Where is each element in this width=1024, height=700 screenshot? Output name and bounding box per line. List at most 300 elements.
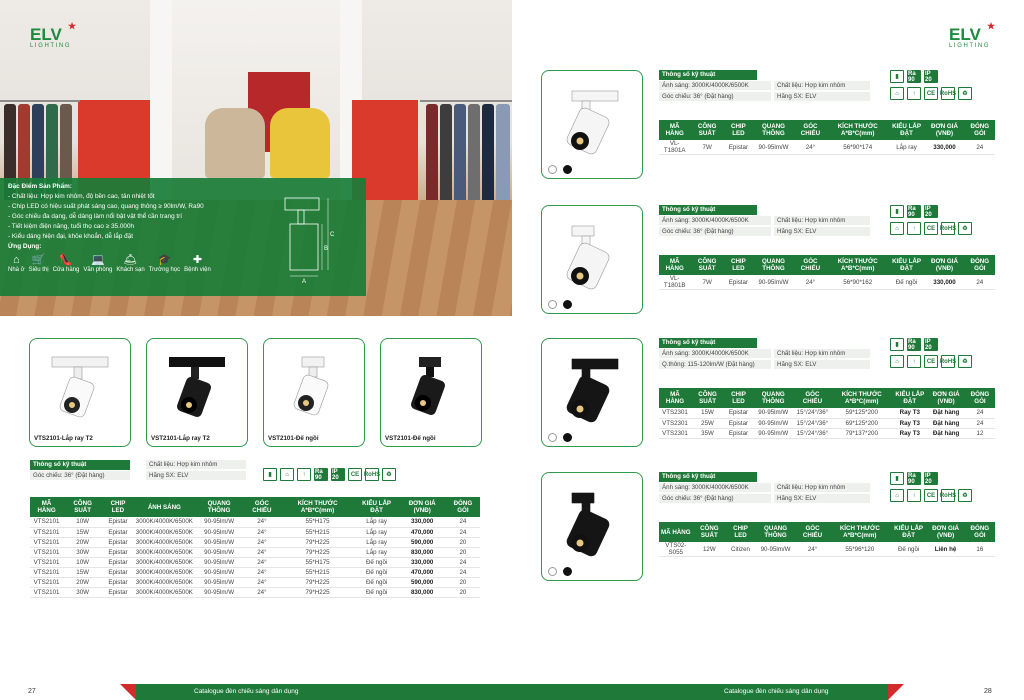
table-cell: Ray T3 [892,408,927,418]
spec-maker: Hãng SX: ELV [774,360,870,370]
footer-bar: Catalogue đèn chiếu sáng dân dụng [136,684,512,700]
dimension-diagram [280,188,360,283]
ra-badge-icon: Ra 90 [907,70,921,83]
table-row [30,577,480,587]
column-header: CÔNG SUẤT [690,120,724,140]
table-cell: Epistar [724,418,753,428]
right-spec-table [659,255,995,290]
table-cell: 3000K/4000K/6500K [135,568,193,576]
app-office: 💻 Văn phòng [83,254,113,273]
column-header: ĐÓNG GÓI [965,522,995,542]
ip-badge-icon: IP 20 [924,472,938,485]
lamp-icon: ▮ [890,472,904,485]
column-header: QUANG THÔNG [755,522,796,542]
table-cell: 55*H215 [281,567,355,577]
table-cell: 90-95lm/W [195,517,243,527]
cert-icons [263,468,396,481]
table-cell: Epistar [102,527,134,537]
ce-icon: CE [348,468,362,481]
column-header: MÃ HÀNG [30,497,63,517]
product-caption: VTS2101-Lắp ray T2 [34,435,93,442]
product-card[interactable] [146,338,248,447]
table-cell: 90-95lm/W [195,577,243,587]
right-spec-table [659,388,995,439]
table-cell: Epistar [102,557,134,567]
feature-item: - Tiết kiệm điện năng, tuổi thọ cao ≥ 35.000h [8,223,135,230]
table-cell: 830,000 [399,587,446,597]
product-card[interactable] [541,70,643,179]
table-cell: 16 [965,542,995,557]
dim-a-label: A [302,279,307,283]
table-cell: VTS2301 [659,418,691,428]
product-card[interactable] [263,338,365,447]
lamp-icon: ▮ [263,468,277,481]
column-header: CHIP LED [724,388,753,408]
spec-title: Thông số kỹ thuật [659,70,757,80]
table-cell: 590,000 [399,537,446,547]
spec-light: Ánh sáng: 3000K/4000K/6500K [659,216,771,226]
table-cell: Epistar [102,577,134,587]
footer-bar: Catalogue đèn chiếu sáng dân dụng [512,684,888,700]
table-cell: 20W [63,577,102,587]
ce-icon: CE [924,355,938,368]
table-cell: Đế ngồi [891,542,927,557]
table-cell: VL-T1801B [659,275,690,290]
column-header: CHIP LED [724,120,753,140]
table-cell: 470,000 [399,567,446,577]
arrow-up-icon: ↑ [907,87,921,100]
table-cell: 15W [63,527,102,537]
spec-light: Ánh sáng: 3000K/4000K/6500K [659,349,771,359]
table-cell: Epistar [102,517,134,527]
table-row [659,542,995,557]
table-cell: Đế ngồi [355,577,399,587]
table-cell: 24 [446,517,480,527]
product-caption: VST2101-Đế ngồi [385,435,436,442]
recycle-icon: ♻ [958,489,972,502]
product-card[interactable] [541,338,643,447]
home-icon: ⌂ [280,468,294,481]
table-row [659,408,995,418]
ip-badge-icon: IP 20 [924,338,938,351]
table-cell: 830,000 [399,547,446,557]
table-cell: 3000K/4000K/6500K [135,548,193,556]
ce-icon: CE [924,489,938,502]
table-cell: 55*H175 [281,557,355,567]
table-row [30,517,480,527]
column-header: ĐƠN GIÁ (VNĐ) [924,255,964,275]
table-cell: 90-95lm/W [195,547,243,557]
table-cell: 15W [63,567,102,577]
table-cell: 330,000 [924,140,964,155]
product-card[interactable] [541,472,643,581]
left-spec-table [30,497,480,598]
table-cell: VTS02-S055 [659,542,693,557]
table-cell: 90-95lm/W [755,542,796,557]
table-cell: VTS2101 [30,527,63,537]
table-cell: 56*90*174 [827,140,889,155]
column-header: KÍCH THƯỚC A*B*C(mm) [281,497,355,517]
table-cell: 7W [690,140,724,155]
column-header: MÃ HÀNG [659,522,693,542]
spec-angle: Góc chiếu: 36° (Đặt hàng) [30,471,130,481]
column-header: ĐÓNG GÓI [965,120,995,140]
table-cell: 15°/24°/36° [794,418,832,428]
table-row [659,140,995,155]
table-cell: 15°/24°/36° [794,428,832,438]
table-cell: Epistar [102,537,134,547]
spec-material: Chất liệu: Hợp kim nhôm [774,483,870,493]
table-cell: 330,000 [399,557,446,567]
spotlight-image [562,220,624,292]
table-cell: 90-95lm/W [753,418,794,428]
column-header: CÔNG SUẤT [691,388,724,408]
brand-logo: ELV ★ LIGHTING [30,21,77,49]
table-cell: 25W [691,418,724,428]
recycle-icon: ♻ [958,87,972,100]
white-color-swatch[interactable] [548,165,557,174]
white-color-swatch[interactable] [548,300,557,309]
table-cell: 10W [63,517,102,527]
table-cell: 90-95lm/W [195,527,243,537]
table-cell: 3000K/4000K/6500K [135,528,193,536]
spec-material: Chất liệu: Hợp kim nhôm [774,81,870,91]
column-header: QUANG THÔNG [753,255,794,275]
white-color-swatch[interactable] [548,567,557,576]
app-hospital: ✚ Bệnh viện [184,254,211,273]
black-color-swatch[interactable] [563,300,572,309]
black-color-swatch[interactable] [563,165,572,174]
column-header: CHIP LED [724,255,753,275]
table-cell: 24 [965,275,995,290]
table-cell: 330,000 [399,517,446,527]
rohs-icon: RoHS [941,355,955,368]
right-spec-table [659,522,995,557]
table-cell: VTS2101 [30,577,63,587]
column-header: KÍCH THƯỚC A*B*C(mm) [831,388,892,408]
column-header: KIỂU LẮP ĐẶT [891,522,927,542]
table-cell: 470,000 [399,527,446,537]
table-row [659,428,995,438]
spec-angle: Góc chiếu: 36° (Đặt hàng) [659,227,771,237]
home-icon: ⌂ [890,87,904,100]
table-cell: 55*H215 [281,527,355,537]
bell-icon: 🛎 [123,254,138,266]
column-header: CHIP LED [102,497,134,517]
spotlight-image [562,353,624,425]
table-cell: 24 [446,567,480,577]
column-header: ĐƠN GIÁ (VNĐ) [927,388,965,408]
page-number: 27 [28,688,36,695]
table-cell: Đế ngồi [355,557,399,567]
column-header: CÔNG SUẤT [63,497,102,517]
recycle-icon: ♻ [382,468,396,481]
spec-title: Thông số kỹ thuật [659,205,757,215]
ce-icon: CE [924,222,938,235]
ra-badge-icon: Ra 90 [907,205,921,218]
spec-maker: Hãng SX: ELV [146,471,246,481]
table-cell: 24° [243,587,280,597]
feature-item: - Chất liệu: Hợp kim nhôm, độ bền cao, tản nhiệt tốt [8,193,155,200]
spec-light: Ánh sáng: 3000K/4000K/6500K [659,483,771,493]
table-cell: 24° [794,140,827,155]
column-header: KÍCH THƯỚC A*B*C(mm) [827,255,889,275]
table-cell: 24 [446,527,480,537]
column-header: GÓC CHIẾU [794,388,832,408]
column-header: MÃ HÀNG [659,120,690,140]
product-card[interactable] [380,338,482,447]
laptop-icon: 💻 [90,254,105,266]
table-cell: 79*H225 [281,547,355,557]
table-cell: Epistar [102,547,134,557]
table-cell: 15W [691,408,724,418]
cert-icons-top [890,205,938,218]
track-light-white-image [50,349,110,419]
home-icon: ⌂ [890,222,904,235]
ip-badge-icon: IP 20 [331,468,345,481]
column-header: KIỂU LẮP ĐẶT [889,120,925,140]
lamp-icon: ▮ [890,338,904,351]
table-cell: 12 [965,428,995,438]
table-cell: 79*137*200 [831,428,892,438]
lamp-icon: ▮ [890,70,904,83]
column-header: MÃ HÀNG [659,255,690,275]
table-cell: Đặt hàng [927,408,965,418]
product-caption: VST2101-Đế ngồi [268,435,319,442]
column-header: CÔNG SUẤT [690,255,724,275]
table-cell: 24° [243,517,280,527]
column-header: QUANG THÔNG [195,497,243,517]
heel-icon: 👠 [59,254,73,266]
spec-title: Thông số kỹ thuật [659,472,757,482]
column-header: QUANG THÔNG [753,388,794,408]
ip-badge-icon: IP 20 [924,205,938,218]
table-cell: 24° [243,557,280,567]
table-cell: 90-95lm/W [195,587,243,597]
product-card[interactable] [541,205,643,314]
table-cell: 3000K/4000K/6500K [135,518,193,526]
column-header: KIỂU LẮP ĐẶT [889,255,925,275]
table-cell: VTS2101 [30,547,63,557]
table-cell: Lắp ray [889,140,925,155]
surface-light-white-image [284,349,344,419]
brand-logo: ELV ★ LIGHTING [949,21,996,49]
table-row [30,567,480,577]
column-header: MÃ HÀNG [659,388,691,408]
column-header: KÍCH THƯỚC A*B*C(mm) [829,522,891,542]
table-row [30,547,480,557]
spec-maker: Hãng SX: ELV [774,494,870,504]
column-header: QUANG THÔNG [753,120,794,140]
table-cell: 79*H225 [281,587,355,597]
column-header: GÓC CHIẾU [794,255,827,275]
product-card[interactable] [29,338,131,447]
recycle-icon: ♻ [958,355,972,368]
table-cell: 7W [690,275,724,290]
ra-badge-icon: Ra 90 [907,338,921,351]
feature-item: - Kiểu dáng hiện đại, khỏe khoắn, dễ lắp đặt [8,233,134,240]
table-cell: 20 [446,587,480,597]
column-header: ÁNH SÁNG [134,497,195,517]
table-cell: Lắp ray [355,517,399,527]
spotlight-image [562,487,624,559]
cert-icons-bottom [890,355,972,368]
column-header: GÓC CHIẾU [796,522,829,542]
table-cell: 20W [63,537,102,547]
app-hotel: 🛎 Khách sạn [116,254,145,273]
cert-icons-bottom [890,87,972,100]
column-header: GÓC CHIẾU [243,497,280,517]
app-supermarket: 🛒 Siêu thị [28,254,49,273]
table-cell: 90-95lm/W [195,567,243,577]
black-color-swatch[interactable] [563,433,572,442]
arrow-up-icon: ↑ [907,489,921,502]
spec-material: Chất liệu: Hợp kim nhôm [774,216,870,226]
table-cell: 20 [446,537,480,547]
app-school: 🎓 Trường học [148,254,181,273]
black-color-swatch[interactable] [563,567,572,576]
table-row [30,527,480,537]
rohs-icon: RoHS [941,489,955,502]
house-icon: ⌂ [12,254,20,266]
table-cell: Đế ngồi [889,275,925,290]
table-cell: Liên hệ [926,542,964,557]
features-heading: Đặc Điểm Sản Phẩm: [8,183,72,190]
table-cell: 55*H175 [281,517,355,527]
table-cell: Đế ngồi [355,567,399,577]
table-cell: 24 [965,408,995,418]
table-cell: 90-95lm/W [753,408,794,418]
cert-icons-top [890,472,938,485]
spec-angle: Góc chiếu: 36° (Đặt hàng) [659,494,771,504]
table-cell: Epistar [724,428,753,438]
table-row [30,537,480,547]
table-cell: VTS2101 [30,557,63,567]
apps-heading: Ứng Dụng: [8,243,42,250]
spec-title: Thông số kỹ thuật [659,338,757,348]
spotlight-image [562,85,624,157]
table-row [30,587,480,597]
table-cell: 12W [693,542,727,557]
table-cell: 35W [691,428,724,438]
table-row [30,557,480,567]
right-spec-table [659,120,995,155]
table-cell: 24 [965,418,995,428]
spec-material: Chất liệu: Hợp kim nhôm [146,460,246,470]
table-cell: 20 [446,577,480,587]
table-cell: Epistar [724,140,753,155]
ra-badge-icon: Ra 90 [314,468,328,481]
feature-item: - Chip LED có hiệu suất phát sáng cao, quang thông ≥ 90lm/W, Ra90 [8,203,204,210]
table-cell: 90-95lm/W [195,537,243,547]
table-cell: 24° [243,577,280,587]
table-cell: Đặt hàng [927,418,965,428]
spec-title: Thông số kỹ thuật [30,460,130,470]
column-header: KÍCH THƯỚC A*B*C(mm) [827,120,889,140]
table-cell: 59*125*200 [831,408,892,418]
white-color-swatch[interactable] [548,433,557,442]
table-cell: 24° [243,567,280,577]
table-cell: 90-95lm/W [753,428,794,438]
table-cell: Epistar [724,275,753,290]
table-cell: VTS2301 [659,428,691,438]
table-cell: Đế ngồi [355,587,399,597]
spec-light: Ánh sáng: 3000K/4000K/6500K [659,81,771,91]
graduation-cap-icon: 🎓 [157,254,172,266]
column-header: GÓC CHIẾU [794,120,827,140]
table-cell: VTS2301 [659,408,691,418]
product-caption: VST2101-Lắp ray T2 [151,435,210,442]
spec-material: Chất liệu: Hợp kim nhôm [774,349,870,359]
cert-icons-bottom [890,222,972,235]
column-header: ĐƠN GIÁ (VNĐ) [926,522,964,542]
table-cell: Lắp ray [355,537,399,547]
table-cell: 24° [243,527,280,537]
rohs-icon: RoHS [941,87,955,100]
table-cell: 20 [446,547,480,557]
spec-maker: Hãng SX: ELV [774,92,870,102]
table-cell: VTS2101 [30,587,63,597]
table-cell: VTS2101 [30,567,63,577]
table-cell: 90-95lm/W [195,557,243,567]
arrow-up-icon: ↑ [907,222,921,235]
surface-light-black-image [401,349,461,419]
table-cell: 590,000 [399,577,446,587]
table-cell: 24 [446,557,480,567]
recycle-icon: ♻ [958,222,972,235]
right-page [512,0,1024,700]
table-cell: Citizen [726,542,755,557]
table-cell: 55*96*120 [829,542,891,557]
table-cell: Lắp ray [355,527,399,537]
table-cell: Epistar [102,587,134,597]
table-cell: Đặt hàng [927,428,965,438]
table-cell: 10W [63,557,102,567]
table-cell: 24° [243,537,280,547]
column-header: ĐÓNG GÓI [965,388,995,408]
column-header: ĐƠN GIÁ (VNĐ) [399,497,446,517]
column-header: KIỂU LẮP ĐẶT [355,497,399,517]
table-cell: 330,000 [924,275,964,290]
table-cell: 3000K/4000K/6500K [135,578,193,586]
column-header: ĐƠN GIÁ (VNĐ) [924,120,964,140]
column-header: ĐÓNG GÓI [446,497,480,517]
cross-icon: ✚ [192,254,203,266]
table-cell: VL-T1801A [659,140,690,155]
arrow-up-icon: ↑ [907,355,921,368]
ce-icon: CE [924,87,938,100]
app-home: ⌂ Nhà ở [8,254,25,273]
table-cell: 3000K/4000K/6500K [135,588,193,596]
table-cell: 79*H225 [281,577,355,587]
cart-icon: 🛒 [31,254,46,266]
table-cell: Epistar [102,567,134,577]
table-cell: Ray T3 [892,428,927,438]
table-cell: VTS2101 [30,537,63,547]
app-shop: 👠 Cửa hàng [52,254,80,273]
table-cell: 90-95lm/W [753,275,794,290]
column-header: ĐÓNG GÓI [965,255,995,275]
dim-b-label: B [324,246,329,252]
cert-icons-top [890,338,938,351]
ip-badge-icon: IP 20 [924,70,938,83]
column-header: KIỂU LẮP ĐẶT [892,388,927,408]
lamp-icon: ▮ [890,205,904,218]
table-cell: 30W [63,587,102,597]
spec-angle: Góc chiếu: 36° (Đặt hàng) [659,92,771,102]
column-header: CHIP LED [726,522,755,542]
table-cell: Ray T3 [892,418,927,428]
